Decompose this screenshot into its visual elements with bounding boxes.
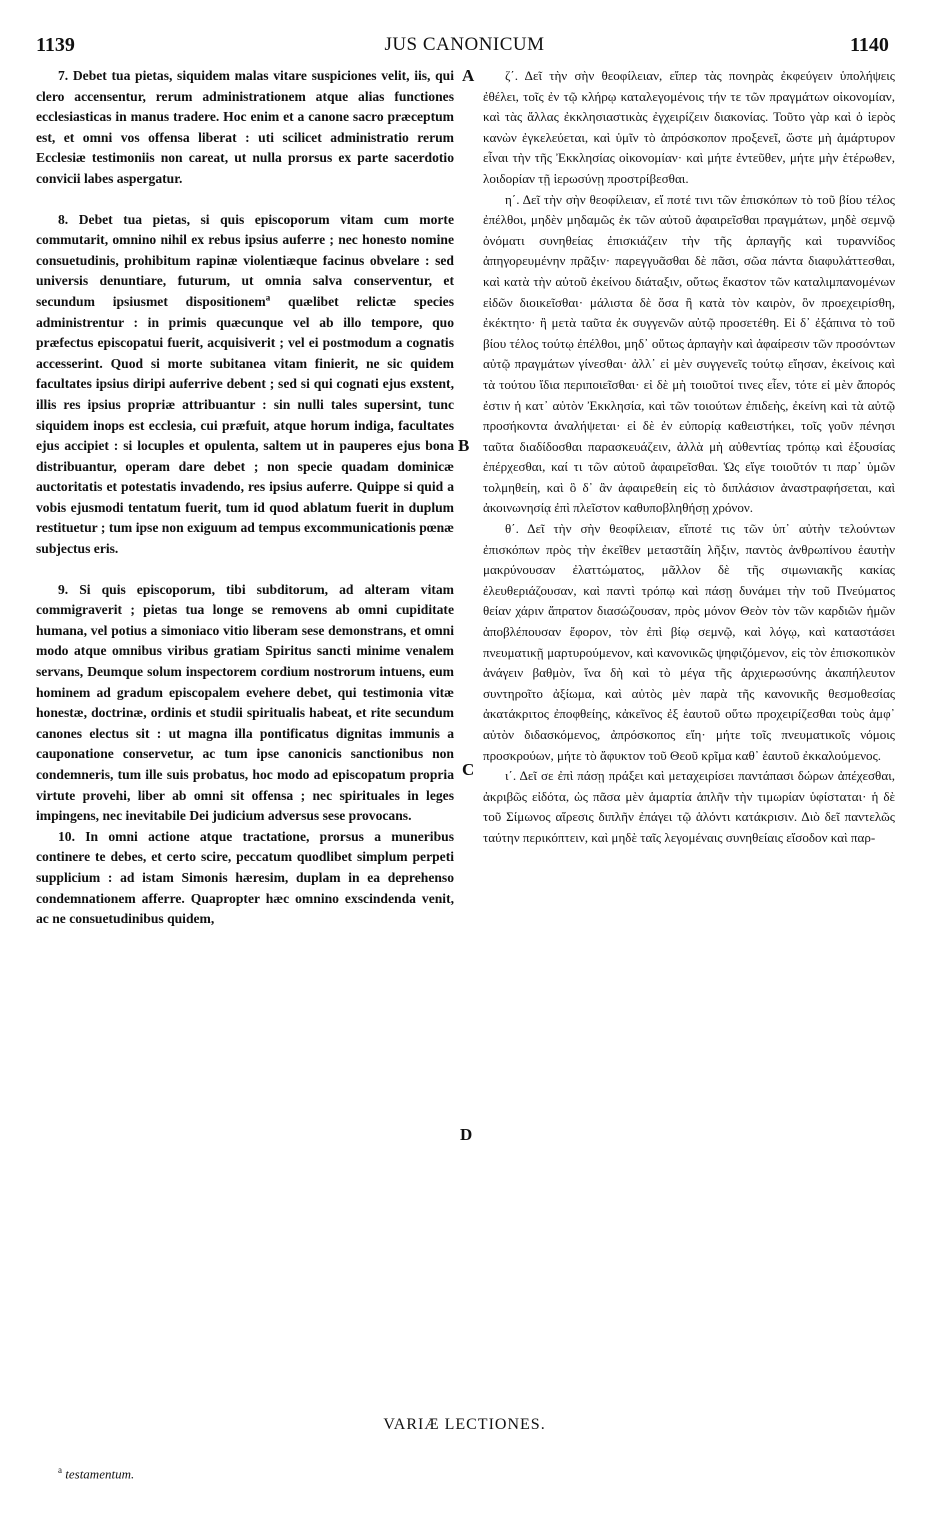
latin-paragraph-8: 8. Debet tua pietas, si quis episcoporum vitam cum morte commutarit, omnino nihil ex rebus ipsius auferre ; nec honesto nomine consuetudinis, prohibitum rapinæ violentiæque facinus obvelare : sed universis denuntiare, futurum, ut omnia salva conserventur, et secundum ipsiusmet dispositionem$^a$ quælibet relictæ species administrentur : in primis quæcunque vel ab illo tempore, quo præfectus episcopatui fuerit, acquisiverit ; vel ei postmodum a cognatis accesserint. Quod si morte subitanea vitam finierit, ne sic quidem facultates ipsius diripi auferrive debent ; sed si qui cognati ejus exstent, illis res ipsius propriæ attribuantur : sin nulli tales supersint, tunc siquidem inops est ecclesia, cui præfuit, atque horum indiga, facultates ejus accipiet : si locuples et opulenta, saltem ut in pauperes ejus bona distribuantur, operam dare debet ; non specie quadam dominicæ auctoritatis et potestatis invadendo, res ipsius auferre. Quippe si quid a vobis ejusmodi tentatum fuerit, tum id quod ablatum fuerit in duplum restituetur ; tum ipse non exiguum ad tempus excommunicationis pœnæ subjectus eris. (36, 211, 454, 557)
footnote-mark: a (58, 1465, 62, 1475)
page-number-right: 1140 (850, 34, 889, 56)
varia-lectiones-heading: VARIÆ LECTIONES. (383, 1416, 546, 1433)
latin-column (36, 66, 454, 930)
margin-letter-d: D (460, 1125, 473, 1144)
latin-paragraph-7: 7. Debet tua pietas, siquidem malas vitare suspiciones velit, iis, qui clero accensentur, rerum administrationem atque alias functiones ecclesiasticas in manus tradere. Hoc enim et a canone sacro præceptum est, et omni vos offensa liberat : uti scilicet administratio rerum Ecclesiæ testimoniis non careat, ut nulla prorsus ex parte sacerdotio convicii labes aspergatur. (36, 68, 454, 186)
latin-paragraph-9: 9. Si quis episcoporum, tibi subditorum, ad alteram vitam commigraverit ; pietas tua longe se removens ab omni cupiditate humana, vel potius a simoniaco vitio liberam sese demonstrans, et omni modo atque omnibus viribus gratiam Spiritus sancti minime venalem servans, Deumque solum inspectorem cordium nostrorum intuens, eum hominem ad gradum episcopalem evehere debet, qui testimonia vitæ honestæ, doctrinæ, ordinis et studii spiritualis habeat, et rite secundum canones electus sit : ut magna illa pontificatus dignitas immunis a cauponatione conservetur, ac tum ipse canonicis sanctionibus non condemneris, tum ille suis probatus, hoc modo ad episcopatum propria virtute provehi, liber ab omni sit offensa ; nec spirituales in leges impingens, nec inevitabile Dei judicium adversus sese provocans. (36, 581, 454, 824)
running-title: JUS CANONICUM (384, 34, 545, 55)
greek-column (483, 66, 895, 849)
greek-paragraph-8: η΄. Δεῖ τὴν σὴν θεοφίλειαν, εἴ ποτέ τινι τῶν ἐπισκόπων τὸ τοῦ βίου τέλος ἐπέλθοι, μηδὲν μηδαμῶς ἐκ τῶν αὐτοῦ ἀφαιρεῖσθαι πραγμάτων, μηδὲ σεμνῷ ὀνόματι συνηθείας ἐπισκιάζειν τὴν τῆς ἁρπαγῆς καὶ τυραννίδος ἀπηγορευμένην πρᾶξιν· παρεγγυᾶσθαι δὲ πᾶσι, σῶα πάντα διαφυλάττεσθαι, καὶ κατὰ τὴν αὐτοῦ ἐκείνου διάταξιν, οὕτως ἕκαστον τῶν καταλιμπανομένων εἰδῶν διοικεῖσθαι· μάλιστα δὲ ὅσα ἢ κατὰ τὸν καιρὸν, ὃν προεχειρίσθη, ἐκέκτητο· ἢ μετὰ ταῦτα ἐκ συγγενῶν αὐτῷ προσετέθη. Εἰ δ᾿ ἐξάπινα τὸ τοῦ βίου τέλος τούτῳ ἐπέλθοι, μηδ᾿ οὕτως ἁρπαγὴν καὶ ἀφαίρεσιν τῶν προσόντων αὐτῷ πραγμάτων γίνεσθαι· ἀλλ᾿ εἰ μὲν συγγενεῖς τούτῳ εἴησαν, ἐκείνοις καὶ τὰ τούτου ἴδια περιποιεῖσθαι· εἰ δὲ μὴ τοιοῦτοί τινες εἶεν, τότε εἰ μὲν ἄπορός ἐστιν ἡ κατ᾿ αὐτὸν Ἐκκλησία, καὶ τῶν τοιούτων ἐπιδεὴς, ἐκείνη καὶ τὰ αὐτῷ προσήκοντα ἀναλήψεται· εἰ δὲ ἐν εὐπορίᾳ καθειστήκει, τοῖς γοῦν πένησι ταῦτα διαδίδοσθαι παρασκευάζειν, ἀλλὰ μὴ αὐθεντίας τρόπῳ καὶ ἐξουσίας ἐπέρχεσθαι, καί τι τῶν αὐτοῦ ἀφαιρεῖσθαι. Ὡς εἴγε τοιοῦτόν τι παρ᾿ ὑμῶν τολμηθείη, καὶ ὃ δ᾿ ἂν ἀφαιρεθείη εἰς τὸ διπλάσιον ἀναστραφήσεται, καὶ ἀκοινωνησίᾳ ἐπὶ πλεῖστον καθυποβληθήσῃ χρόνον. (483, 191, 895, 516)
margin-letter-c: C (462, 760, 475, 779)
margin-letter-b: B (458, 436, 470, 455)
margin-letter-a: A (462, 66, 475, 85)
footnote-reference: a (265, 292, 271, 303)
greek-paragraph-7: ζ΄. Δεῖ τὴν σὴν θεοφίλειαν, εἴπερ τὰς πονηρὰς ἐκφεύγειν ὑπολήψεις ἐθέλει, τοῖς ἐν τῷ κλήρῳ καταλεγομένοις τήν τε τῶν πραγμάτων οἰκονομίαν, καὶ τὰς ἄλλας ἐκκλησιαστικὰς ἐγχειρίζειν διακονίας. Τοῦτο γὰρ καὶ ὁ ἱερὸς κανὼν ἐγκελεύεται, καὶ ὑμῖν τὸ ἀπρόσκοπον προξενεῖ, ὥστε μὴ ἀμάρτυρον εἶναι τὴν τῆς Ἐκκλησίας οἰκονομίαν· καὶ μήτε ἐντεῦθεν, μήτε μὴν ἑτέρωθεν, λοιδορίαν τῇ ἱερωσύνῃ προστρίβεσθαι. (483, 68, 895, 186)
greek-paragraph-10: ι΄. Δεῖ σε ἐπὶ πάσῃ πράξει καὶ μεταχειρίσει παντάπασι δώρων ἀπέχεσθαι, ἀκριβῶς εἰδότα, ὡς πᾶσα μὲν ἁμαρτία ἁπλῆν τὴν τιμωρίαν ὑφίσταται· ἡ δὲ τοῦ Σίμωνος αἵρεσις διπλῆν ἐπάγει τῷ ἁλόντι κατάκρισιν. Διὸ δεῖ παντελῶς ταύτην περικόπτειν, καὶ μηδὲ ταῖς λεγομέναις συνηθείαις εἴσοδον καὶ παρ- (483, 768, 895, 845)
page-number-left: 1139 (36, 34, 75, 56)
footnote-text: testamentum. (65, 1466, 135, 1482)
greek-paragraph-9: θ΄. Δεῖ τὴν σὴν θεοφίλειαν, εἴποτέ τις τῶν ὑπ᾿ αὐτὴν τελούντων ἐπισκόπων πρὸς τὴν ἐκεῖθεν μεταστᾶίη λῆξιν, παντὸς ἀνθρωπίνου ἑαυτὴν μακρύνουσαν ἐλαττώματος, μᾶλλον δὲ τῆς σιμωνιακῆς κακίας ἐλευθεριάζουσαν, καὶ παντὶ τρόπῳ καὶ πάσῃ δυνάμει τὴν τοῦ Πνεύματος θείαν χάριν ἄπρατον διασώζουσαν, πρὸς μόνον Θεὸν τὸν τῶν καρδιῶν ἡμῶν ἀποβλέπουσαν ἔφορον, τὸν ἐπὶ βίῳ σεμνῷ, καὶ λόγῳ, καὶ καταστάσει πνευματικῇ μαρτυρούμενον, καὶ κανονικῶς ψηφιζόμενον, εἰς τὸν ἐπισκοπικὸν ἀνάγειν βαθμὸν, ἵνα δὴ καὶ τὸ μέγα τῆς ἀρχιερωσύνης ἀκαπήλευτον συντηροῖτο ἀξίωμα, καὶ αὐτὸς μὲν παρὰ τῆς κανονικῆς θεσμοθεσίας ἀκατάκριτος ἐποφθείης, κἀκεῖνος ἐξ ἑαυτοῦ οὕτω προχειρίζεσθαι τοὺς ἀμφ᾿ αὐτὸν διδασκόμενος, ἀπρόσκοπος εἴη· μήτε τοῖς πνευματικοῖς νόμοις προσκρούων, μήτε τὸ ἄφυκτον τοῦ Θεοῦ κρῖμα καθ᾿ ἑαυτοῦ ἐκκαλούμενος. (483, 521, 895, 763)
footnote (58, 1465, 134, 1482)
latin-paragraph-10: 10. In omni actione atque tractatione, prorsus a muneribus continere te debes, et certo scire, peccatum quodlibet simplum perpeti supplicium : ad istam Simonis hæresim, duplam in ea deprehenso condemnationem afferre. Quapropter hæc omnino exscindenda venit, ac ne consuetudinibus quidem, (36, 828, 454, 927)
